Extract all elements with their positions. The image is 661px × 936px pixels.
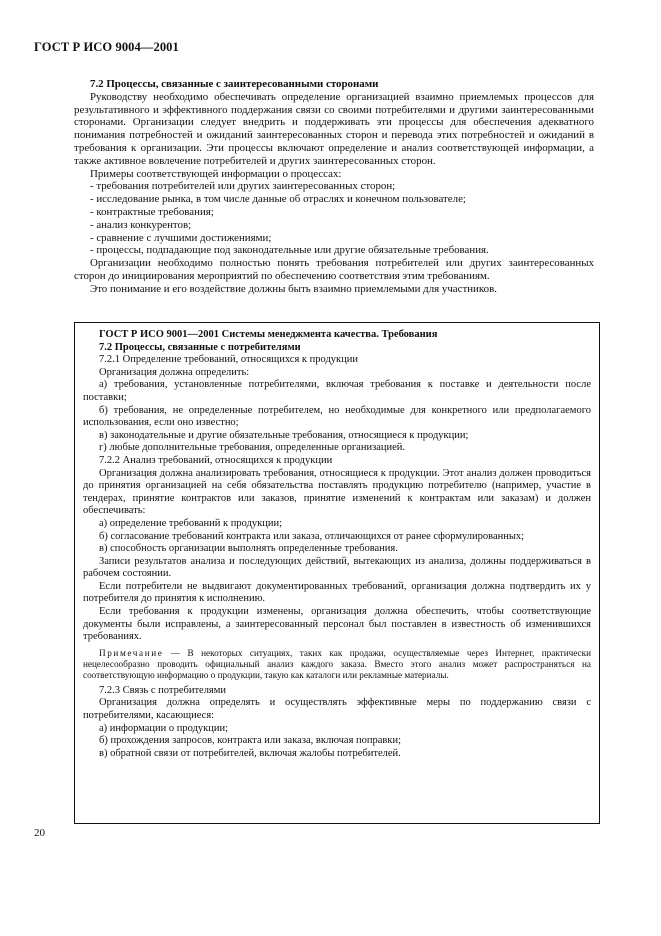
examples-intro: Примеры соответствующей информации о процессах: bbox=[90, 167, 342, 180]
note-label: Примечание bbox=[99, 647, 164, 658]
list-item: а) определение требований к продукции; bbox=[99, 517, 283, 529]
box-title: ГОСТ Р ИСО 9001—2001 Системы менеджмента качества. Требования bbox=[99, 329, 438, 340]
list-item: в) способность организации выполнять определенные требования. bbox=[99, 543, 398, 555]
note bbox=[83, 648, 591, 681]
page-header: ГОСТ Р ИСО 9004—2001 bbox=[34, 40, 179, 54]
box-subtitle: 7.2 Процессы, связанные с потребителями bbox=[99, 341, 301, 353]
list-item: в) обратной связи от потребителей, включая жалобы потребителей. bbox=[99, 747, 401, 759]
list-item: - процессы, подпадающие под законодательные или другие обязательные требования. bbox=[90, 244, 489, 257]
list-item: - контрактные требования; bbox=[90, 205, 214, 218]
subsection-heading: 7.2.1 Определение требований, относящихся к продукции bbox=[99, 354, 359, 366]
note-text: — В некоторых ситуациях, таких как продажи, осуществляемые через Интернет, практически нецелесообразно проводить официальный анализ каждого заказа. Вместо этого анализ может распространяться на соответствующую информацию о продукции, такую как каталоги или рекламные материалы. bbox=[83, 647, 591, 680]
section-paragraph: Руководству необходимо обеспечивать определение организацией взаимно приемлемых процессов для результативного и эффективного поддержания связи со своими потребителями и другими заинтересованными сторонами. Организации следует внедрить и поддерживать эти процессы для обеспечения адекватного понимания потребностей и ожиданий заинтересованных сторон и перевода этих потребностей и ожиданий в требования к организации. Эти процессы включают определение и анализ соответствующей информации, а также активное вовлечение потребителей и других заинтересованных сторон. bbox=[74, 90, 594, 167]
examples-list bbox=[74, 180, 594, 257]
list-item: б) требования, не определенные потребителем, но необходимые для конкретного или предполагаемого использования, если оно известно; bbox=[83, 404, 591, 429]
iso-9001-quote-box bbox=[74, 322, 600, 824]
list-item: - анализ конкурентов; bbox=[90, 218, 192, 231]
list-item: в) законодательные и другие обязательные требования, относящиеся к продукции; bbox=[99, 429, 469, 441]
section-paragraph: Организации необходимо полностью понять требования потребителей или других заинтересованных сторон до инициирования мероприятий по обеспечению соответствия этим требованиям. bbox=[74, 257, 594, 282]
subsection-heading: 7.2.3 Связь с потребителями bbox=[99, 684, 227, 696]
list-item: б) прохождения запросов, контракта или заказа, включая поправки; bbox=[99, 735, 402, 747]
box-paragraph: Организация должна определять и осуществлять эффективные меры по поддержанию связи с потребителями, касающиеся: bbox=[83, 697, 591, 722]
list-item: б) согласование требований контракта или заказа, отличающихся от ранее сформулированных; bbox=[99, 530, 525, 542]
list-item: а) требования, установленные потребителями, включая требования к поставке и деятельности после поставки; bbox=[83, 379, 591, 403]
list-item: а) информации о продукции; bbox=[99, 722, 229, 734]
box-paragraph: Если потребители не выдвигают документированных требований, организация должна подтвердить их у потребителя до принятия к исполнению. bbox=[83, 580, 591, 605]
box-paragraph: Организация должна анализировать требования, относящиеся к продукции. Этот анализ должен проводиться до принятия организацией на себя обязательства поставлять продукцию потребителю (например, участие в тендерах, принятие контрактов или заказов, принятие изменений к контрактам или заказам) и должен обеспечивать: bbox=[83, 467, 591, 517]
section-heading: 7.2 Процессы, связанные с заинтересованными сторонами bbox=[90, 78, 379, 90]
box-paragraph: Если требования к продукции изменены, организация должна обеспечить, чтобы соответствующие документы были исправлены, а заинтересованный персонал был поставлен в известность об изменившихся требованиях. bbox=[83, 606, 591, 643]
list-item: - сравнение с лучшими достижениями; bbox=[90, 231, 272, 244]
section-paragraph: Это понимание и его воздействие должны быть взаимно приемлемыми для участников. bbox=[90, 282, 497, 295]
box-paragraph: Записи результатов анализа и последующих действий, вытекающих из анализа, должны поддерживаться в рабочем состоянии. bbox=[83, 555, 591, 580]
list-item: г) любые дополнительные требования, определенные организацией. bbox=[99, 442, 406, 454]
list-item: - требования потребителей или других заинтересованных сторон; bbox=[90, 180, 396, 193]
subsection-heading: 7.2.2 Анализ требований, относящихся к продукции bbox=[99, 454, 333, 466]
section-7-2 bbox=[74, 78, 594, 296]
box-paragraph: Организация должна определить: bbox=[99, 366, 250, 378]
list-item: - исследование рынка, в том числе данные об отраслях и конечном пользователе; bbox=[90, 193, 466, 206]
page-number: 20 bbox=[34, 827, 45, 839]
